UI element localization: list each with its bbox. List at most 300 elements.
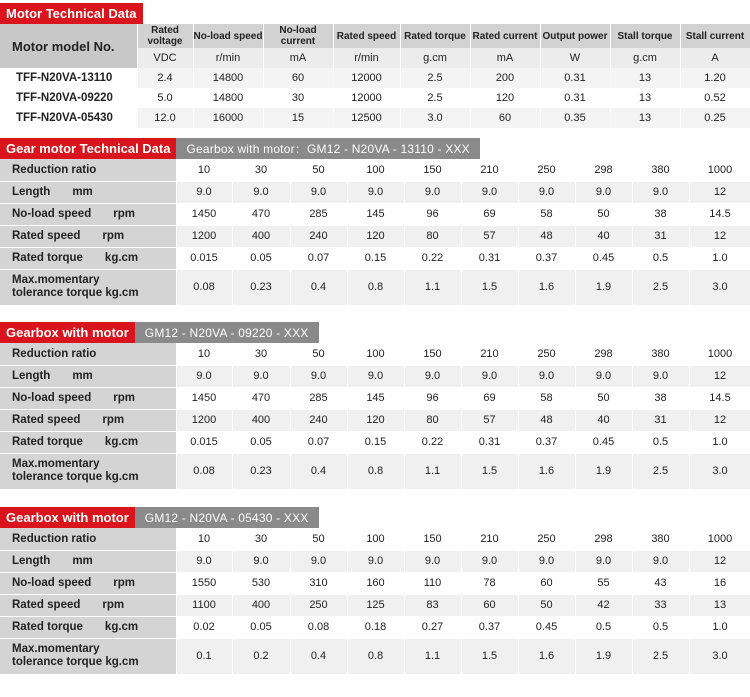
gear-cell: 40	[575, 409, 632, 431]
row-label	[0, 594, 176, 616]
gear-cell: 1.5	[461, 638, 518, 674]
gear-cell: 0.37	[518, 431, 575, 453]
gear-cell: 10	[176, 159, 232, 181]
gear-cell: 250	[518, 159, 575, 181]
gear-cell: 0.5	[575, 616, 632, 638]
unit-label: g.cm	[400, 48, 470, 68]
row-label-text: Max.momentary	[12, 458, 100, 470]
gear-cell: 240	[290, 225, 347, 247]
gear-cell: 9.0	[461, 181, 518, 203]
gear-cell: 0.8	[347, 453, 404, 489]
gear-cell: 3.0	[689, 638, 750, 674]
gear-section-title: Gearbox with motor	[0, 322, 135, 343]
gear-cell: 285	[290, 203, 347, 225]
gear-cell: 2.5	[632, 269, 689, 305]
unit-label: mA	[263, 48, 333, 68]
row-label-text: Rated torque	[12, 252, 83, 264]
gear-cell: 380	[632, 343, 689, 365]
gear-cell: 0.4	[290, 638, 347, 674]
gear-cell: 1000	[689, 343, 750, 365]
row-label-text: No-load speed	[12, 392, 92, 404]
motor-section-title-bar	[0, 3, 143, 24]
gear-cell: 120	[347, 225, 404, 247]
gear-cell: 30	[232, 528, 290, 550]
gear-cell: 1200	[176, 409, 232, 431]
gear-cell: 10	[176, 343, 232, 365]
gear-cell: 0.23	[232, 269, 290, 305]
gear-cell: 1.0	[689, 431, 750, 453]
gear-cell: 1.5	[461, 453, 518, 489]
gearbox-model-label: GM12 - N20VA - 05430 - XXX	[135, 507, 319, 528]
gear-cell: 0.4	[290, 269, 347, 305]
gear-cell: 50	[290, 528, 347, 550]
gear-cell: 42	[575, 594, 632, 616]
row-unit: kg.cm	[105, 471, 139, 483]
motor-cell: 2.5	[400, 88, 470, 108]
gear-cell: 9.0	[404, 550, 461, 572]
gear-cell: 3.0	[689, 269, 750, 305]
row-unit: rpm	[102, 414, 125, 426]
gear-cell: 12	[689, 365, 750, 387]
gear-row	[0, 365, 750, 387]
gear-cell: 400	[232, 225, 290, 247]
gear-cell: 50	[575, 387, 632, 409]
gear-row	[0, 528, 750, 550]
row-label	[0, 225, 176, 247]
row-unit: rpm	[113, 208, 135, 220]
gearbox-model-label: GM12 - N20VA - 09220 - XXX	[135, 322, 319, 343]
gear-cell: 9.0	[290, 550, 347, 572]
motor-row	[0, 68, 750, 88]
gear-section-title-bar	[0, 507, 319, 528]
gear-cell: 0.2	[232, 638, 290, 674]
gear-cell: 2.5	[632, 453, 689, 489]
gear-cell: 298	[575, 343, 632, 365]
gear-cell: 0.5	[632, 431, 689, 453]
row-label-text: Length	[12, 555, 51, 567]
gear-cell: 0.37	[518, 247, 575, 269]
gear-cell: 9.0	[176, 550, 232, 572]
row-unit: kg.cm	[104, 621, 139, 633]
motor-cell: 12500	[333, 108, 400, 128]
column-header: Rated voltage	[137, 24, 193, 48]
gear-cell: 0.8	[347, 638, 404, 674]
gear-cell: 13	[689, 594, 750, 616]
gear-cell: 0.07	[290, 431, 347, 453]
row-label	[0, 269, 176, 305]
gear-cell: 0.31	[461, 431, 518, 453]
gear-section-title-bar	[0, 322, 319, 343]
row-label	[0, 409, 176, 431]
gear-cell: 38	[632, 203, 689, 225]
row-label-text: Reduction ratio	[12, 163, 97, 176]
motor-section-title: Motor Technical Data	[0, 3, 143, 24]
column-header: No-load current	[263, 24, 333, 48]
row-label-text: No-load speed	[12, 208, 92, 220]
gear-cell: 470	[232, 203, 290, 225]
gear-row	[0, 594, 750, 616]
gearbox-model-label: Gearbox with motor：GM12 - N20VA - 13110 - XXX	[176, 138, 479, 159]
gear-row	[0, 203, 750, 225]
gear-cell: 1.0	[689, 247, 750, 269]
row-label-text: Rated speed	[12, 414, 81, 426]
motor-cell: 120	[470, 88, 540, 108]
row-label	[0, 247, 176, 269]
motor-cell: 0.25	[680, 108, 750, 128]
gear-cell: 0.22	[404, 247, 461, 269]
gear-row	[0, 225, 750, 247]
gear-cell: 9.0	[632, 550, 689, 572]
gear-row	[0, 387, 750, 409]
gear-cell: 60	[461, 594, 518, 616]
motor-cell: 0.31	[540, 68, 610, 88]
motor-cell: 1.20	[680, 68, 750, 88]
gear-cell: 250	[518, 343, 575, 365]
gear-cell: 0.05	[232, 431, 290, 453]
gear-cell: 50	[518, 594, 575, 616]
motor-cell: 16000	[193, 108, 263, 128]
gear-cell: 38	[632, 387, 689, 409]
gear-cell: 12	[689, 550, 750, 572]
gear-cell: 50	[575, 203, 632, 225]
motor-cell: 30	[263, 88, 333, 108]
gear-cell: 30	[232, 343, 290, 365]
row-label	[0, 453, 176, 489]
motor-cell: 200	[470, 68, 540, 88]
gear-cell: 9.0	[575, 550, 632, 572]
row-label	[0, 387, 176, 409]
gear-cell: 1000	[689, 159, 750, 181]
gear-row	[0, 269, 750, 305]
gear-row	[0, 431, 750, 453]
gear-cell: 16	[689, 572, 750, 594]
gear-cell: 1.6	[518, 453, 575, 489]
gear-section-title: Gearbox with motor	[0, 507, 135, 528]
gear-cell: 9.0	[404, 181, 461, 203]
gear-cell: 240	[290, 409, 347, 431]
row-label-text: Max.momentary	[12, 643, 100, 655]
gear-cell: 100	[347, 343, 404, 365]
gear-cell: 0.07	[290, 247, 347, 269]
model-number-header: Motor model No.	[0, 24, 137, 68]
row-label-text-line2: tolerance torque	[12, 471, 103, 483]
gear-cell: 10	[176, 528, 232, 550]
gear-cell: 9.0	[232, 550, 290, 572]
gear-cell: 1.1	[404, 453, 461, 489]
gear-cell: 58	[518, 203, 575, 225]
gear-cell: 78	[461, 572, 518, 594]
gear-cell: 0.5	[632, 247, 689, 269]
gear-cell: 210	[461, 159, 518, 181]
gear-cell: 1100	[176, 594, 232, 616]
gear-data-table	[0, 528, 750, 675]
unit-label: g.cm	[610, 48, 680, 68]
gear-cell: 14.5	[689, 387, 750, 409]
gear-cell: 9.0	[176, 181, 232, 203]
gear-cell: 0.15	[347, 247, 404, 269]
gear-cell: 57	[461, 225, 518, 247]
gear-cell: 9.0	[290, 365, 347, 387]
column-header: Output power	[540, 24, 610, 48]
row-unit: rpm	[102, 230, 125, 242]
gear-cell: 1000	[689, 528, 750, 550]
gear-cell: 380	[632, 528, 689, 550]
row-unit: rpm	[102, 599, 125, 611]
gear-cell: 0.8	[347, 269, 404, 305]
gear-cell: 9.0	[575, 365, 632, 387]
column-header: Stall torque	[610, 24, 680, 48]
motor-cell: 3.0	[400, 108, 470, 128]
gear-cell: 12	[689, 409, 750, 431]
row-label	[0, 431, 176, 453]
gear-cell: 1.9	[575, 638, 632, 674]
unit-label: W	[540, 48, 610, 68]
gear-cell: 0.45	[575, 431, 632, 453]
motor-cell: 13	[610, 108, 680, 128]
motor-model-number: TFF-N20VA-13110	[0, 68, 137, 88]
row-label	[0, 365, 176, 387]
gear-cell: 0.08	[176, 269, 232, 305]
gear-cell: 0.27	[404, 616, 461, 638]
row-unit: mm	[72, 555, 93, 567]
gear-data-table	[0, 343, 750, 490]
gear-cell: 1.0	[689, 616, 750, 638]
gear-cell: 1.9	[575, 269, 632, 305]
row-label	[0, 343, 176, 365]
gear-cell: 0.23	[232, 453, 290, 489]
gear-cell: 83	[404, 594, 461, 616]
row-label-text-line2: tolerance torque	[12, 287, 103, 299]
gear-cell: 160	[347, 572, 404, 594]
gear-cell: 96	[404, 203, 461, 225]
gear-cell: 0.37	[461, 616, 518, 638]
motor-model-number: TFF-N20VA-05430	[0, 108, 137, 128]
gear-cell: 1.6	[518, 269, 575, 305]
gear-cell: 150	[404, 528, 461, 550]
motor-cell: 5.0	[137, 88, 193, 108]
gear-cell: 96	[404, 387, 461, 409]
gear-cell: 1.9	[575, 453, 632, 489]
gear-cell: 9.0	[518, 550, 575, 572]
unit-label: r/min	[193, 48, 263, 68]
gear-cell: 145	[347, 203, 404, 225]
motor-cell: 13	[610, 68, 680, 88]
gear-cell: 120	[347, 409, 404, 431]
gear-cell: 1.1	[404, 638, 461, 674]
row-unit: kg.cm	[104, 436, 139, 448]
gear-cell: 31	[632, 225, 689, 247]
row-unit: kg.cm	[105, 287, 139, 299]
gear-cell: 9.0	[347, 365, 404, 387]
gear-cell: 0.05	[232, 616, 290, 638]
gear-cell: 3.0	[689, 453, 750, 489]
gear-cell: 40	[575, 225, 632, 247]
gear-cell: 0.31	[461, 247, 518, 269]
row-label-text: Rated speed	[12, 230, 81, 242]
row-label	[0, 550, 176, 572]
row-unit: kg.cm	[105, 656, 139, 668]
row-label-text: Length	[12, 186, 51, 198]
unit-label: r/min	[333, 48, 400, 68]
gear-row	[0, 343, 750, 365]
motor-cell: 2.4	[137, 68, 193, 88]
row-label	[0, 572, 176, 594]
gear-row	[0, 181, 750, 203]
gear-cell: 9.0	[461, 365, 518, 387]
unit-label: A	[680, 48, 750, 68]
gear-cell: 400	[232, 409, 290, 431]
gear-cell: 58	[518, 387, 575, 409]
gear-cell: 9.0	[518, 365, 575, 387]
gear-section-title: Gear motor Technical Data	[0, 138, 176, 159]
motor-data-table	[0, 24, 750, 128]
motor-cell: 2.5	[400, 68, 470, 88]
column-header: No-load speed	[193, 24, 263, 48]
gear-cell: 1550	[176, 572, 232, 594]
gear-cell: 0.02	[176, 616, 232, 638]
gear-cell: 69	[461, 387, 518, 409]
gear-cell: 50	[290, 343, 347, 365]
row-label-text: Length	[12, 370, 51, 382]
column-header: Rated current	[470, 24, 540, 48]
gear-cell: 9.0	[518, 181, 575, 203]
gear-cell: 48	[518, 409, 575, 431]
gear-cell: 150	[404, 343, 461, 365]
gear-cell: 1.6	[518, 638, 575, 674]
gear-cell: 250	[290, 594, 347, 616]
row-label-text: Max.momentary	[12, 274, 100, 286]
gear-row	[0, 247, 750, 269]
gear-cell: 0.15	[347, 431, 404, 453]
gear-cell: 9.0	[290, 181, 347, 203]
motor-cell: 0.35	[540, 108, 610, 128]
motor-cell: 0.31	[540, 88, 610, 108]
column-header: Stall current	[680, 24, 750, 48]
gear-cell: 0.1	[176, 638, 232, 674]
motor-cell: 60	[263, 68, 333, 88]
gear-cell: 310	[290, 572, 347, 594]
gear-cell: 14.5	[689, 203, 750, 225]
gear-row	[0, 616, 750, 638]
gear-cell: 100	[347, 159, 404, 181]
row-label-text: Reduction ratio	[12, 347, 97, 360]
gear-cell: 530	[232, 572, 290, 594]
gear-cell: 57	[461, 409, 518, 431]
gear-cell: 9.0	[461, 550, 518, 572]
unit-label: mA	[470, 48, 540, 68]
gear-cell: 31	[632, 409, 689, 431]
gear-cell: 150	[404, 159, 461, 181]
gear-cell: 48	[518, 225, 575, 247]
gear-cell: 298	[575, 159, 632, 181]
row-unit: kg.cm	[104, 252, 139, 264]
gear-cell: 9.0	[575, 181, 632, 203]
gear-cell: 60	[518, 572, 575, 594]
gear-cell: 0.08	[290, 616, 347, 638]
gear-cell: 1450	[176, 203, 232, 225]
gear-cell: 69	[461, 203, 518, 225]
gear-cell: 0.45	[575, 247, 632, 269]
motor-cell: 12000	[333, 88, 400, 108]
gear-cell: 100	[347, 528, 404, 550]
row-unit: rpm	[113, 577, 135, 589]
row-unit: mm	[72, 370, 93, 382]
row-label-text: Rated speed	[12, 599, 81, 611]
motor-cell: 13	[610, 88, 680, 108]
motor-row	[0, 88, 750, 108]
gear-cell: 55	[575, 572, 632, 594]
gear-row	[0, 453, 750, 489]
motor-cell: 14800	[193, 88, 263, 108]
gear-cell: 380	[632, 159, 689, 181]
row-unit: mm	[72, 186, 93, 198]
row-label-text: Rated torque	[12, 436, 83, 448]
gear-cell: 210	[461, 528, 518, 550]
gear-cell: 1.5	[461, 269, 518, 305]
gear-cell: 80	[404, 225, 461, 247]
gear-cell: 0.4	[290, 453, 347, 489]
gear-cell: 1450	[176, 387, 232, 409]
row-unit: rpm	[113, 392, 135, 404]
gear-cell: 80	[404, 409, 461, 431]
gear-cell: 1.1	[404, 269, 461, 305]
gear-row	[0, 409, 750, 431]
gear-cell: 0.015	[176, 247, 232, 269]
gear-cell: 0.5	[632, 616, 689, 638]
row-label	[0, 159, 176, 181]
gear-cell: 9.0	[632, 181, 689, 203]
row-label-text: Reduction ratio	[12, 532, 97, 545]
gear-cell: 0.08	[176, 453, 232, 489]
gear-cell: 285	[290, 387, 347, 409]
gear-data-table	[0, 159, 750, 306]
row-label-text-line2: tolerance torque	[12, 656, 103, 668]
gear-row	[0, 550, 750, 572]
motor-cell: 12000	[333, 68, 400, 88]
gear-cell: 0.45	[518, 616, 575, 638]
gear-cell: 250	[518, 528, 575, 550]
gear-cell: 43	[632, 572, 689, 594]
row-label	[0, 181, 176, 203]
gear-cell: 33	[632, 594, 689, 616]
gear-cell: 125	[347, 594, 404, 616]
gear-cell: 298	[575, 528, 632, 550]
gear-section-title-bar	[0, 138, 480, 159]
gear-cell: 9.0	[632, 365, 689, 387]
gear-cell: 470	[232, 387, 290, 409]
motor-cell: 14800	[193, 68, 263, 88]
gear-cell: 145	[347, 387, 404, 409]
gear-cell: 9.0	[232, 365, 290, 387]
gear-cell: 110	[404, 572, 461, 594]
gear-cell: 12	[689, 225, 750, 247]
gear-row	[0, 638, 750, 674]
gear-cell: 9.0	[347, 550, 404, 572]
motor-row	[0, 108, 750, 128]
row-label	[0, 528, 176, 550]
gear-cell: 12	[689, 181, 750, 203]
gear-cell: 2.5	[632, 638, 689, 674]
row-label-text: No-load speed	[12, 577, 92, 589]
gear-cell: 9.0	[176, 365, 232, 387]
row-label-text: Rated torque	[12, 621, 83, 633]
row-label	[0, 616, 176, 638]
row-label	[0, 638, 176, 674]
gear-cell: 9.0	[347, 181, 404, 203]
motor-cell: 12.0	[137, 108, 193, 128]
column-header: Rated torque	[400, 24, 470, 48]
gear-cell: 30	[232, 159, 290, 181]
